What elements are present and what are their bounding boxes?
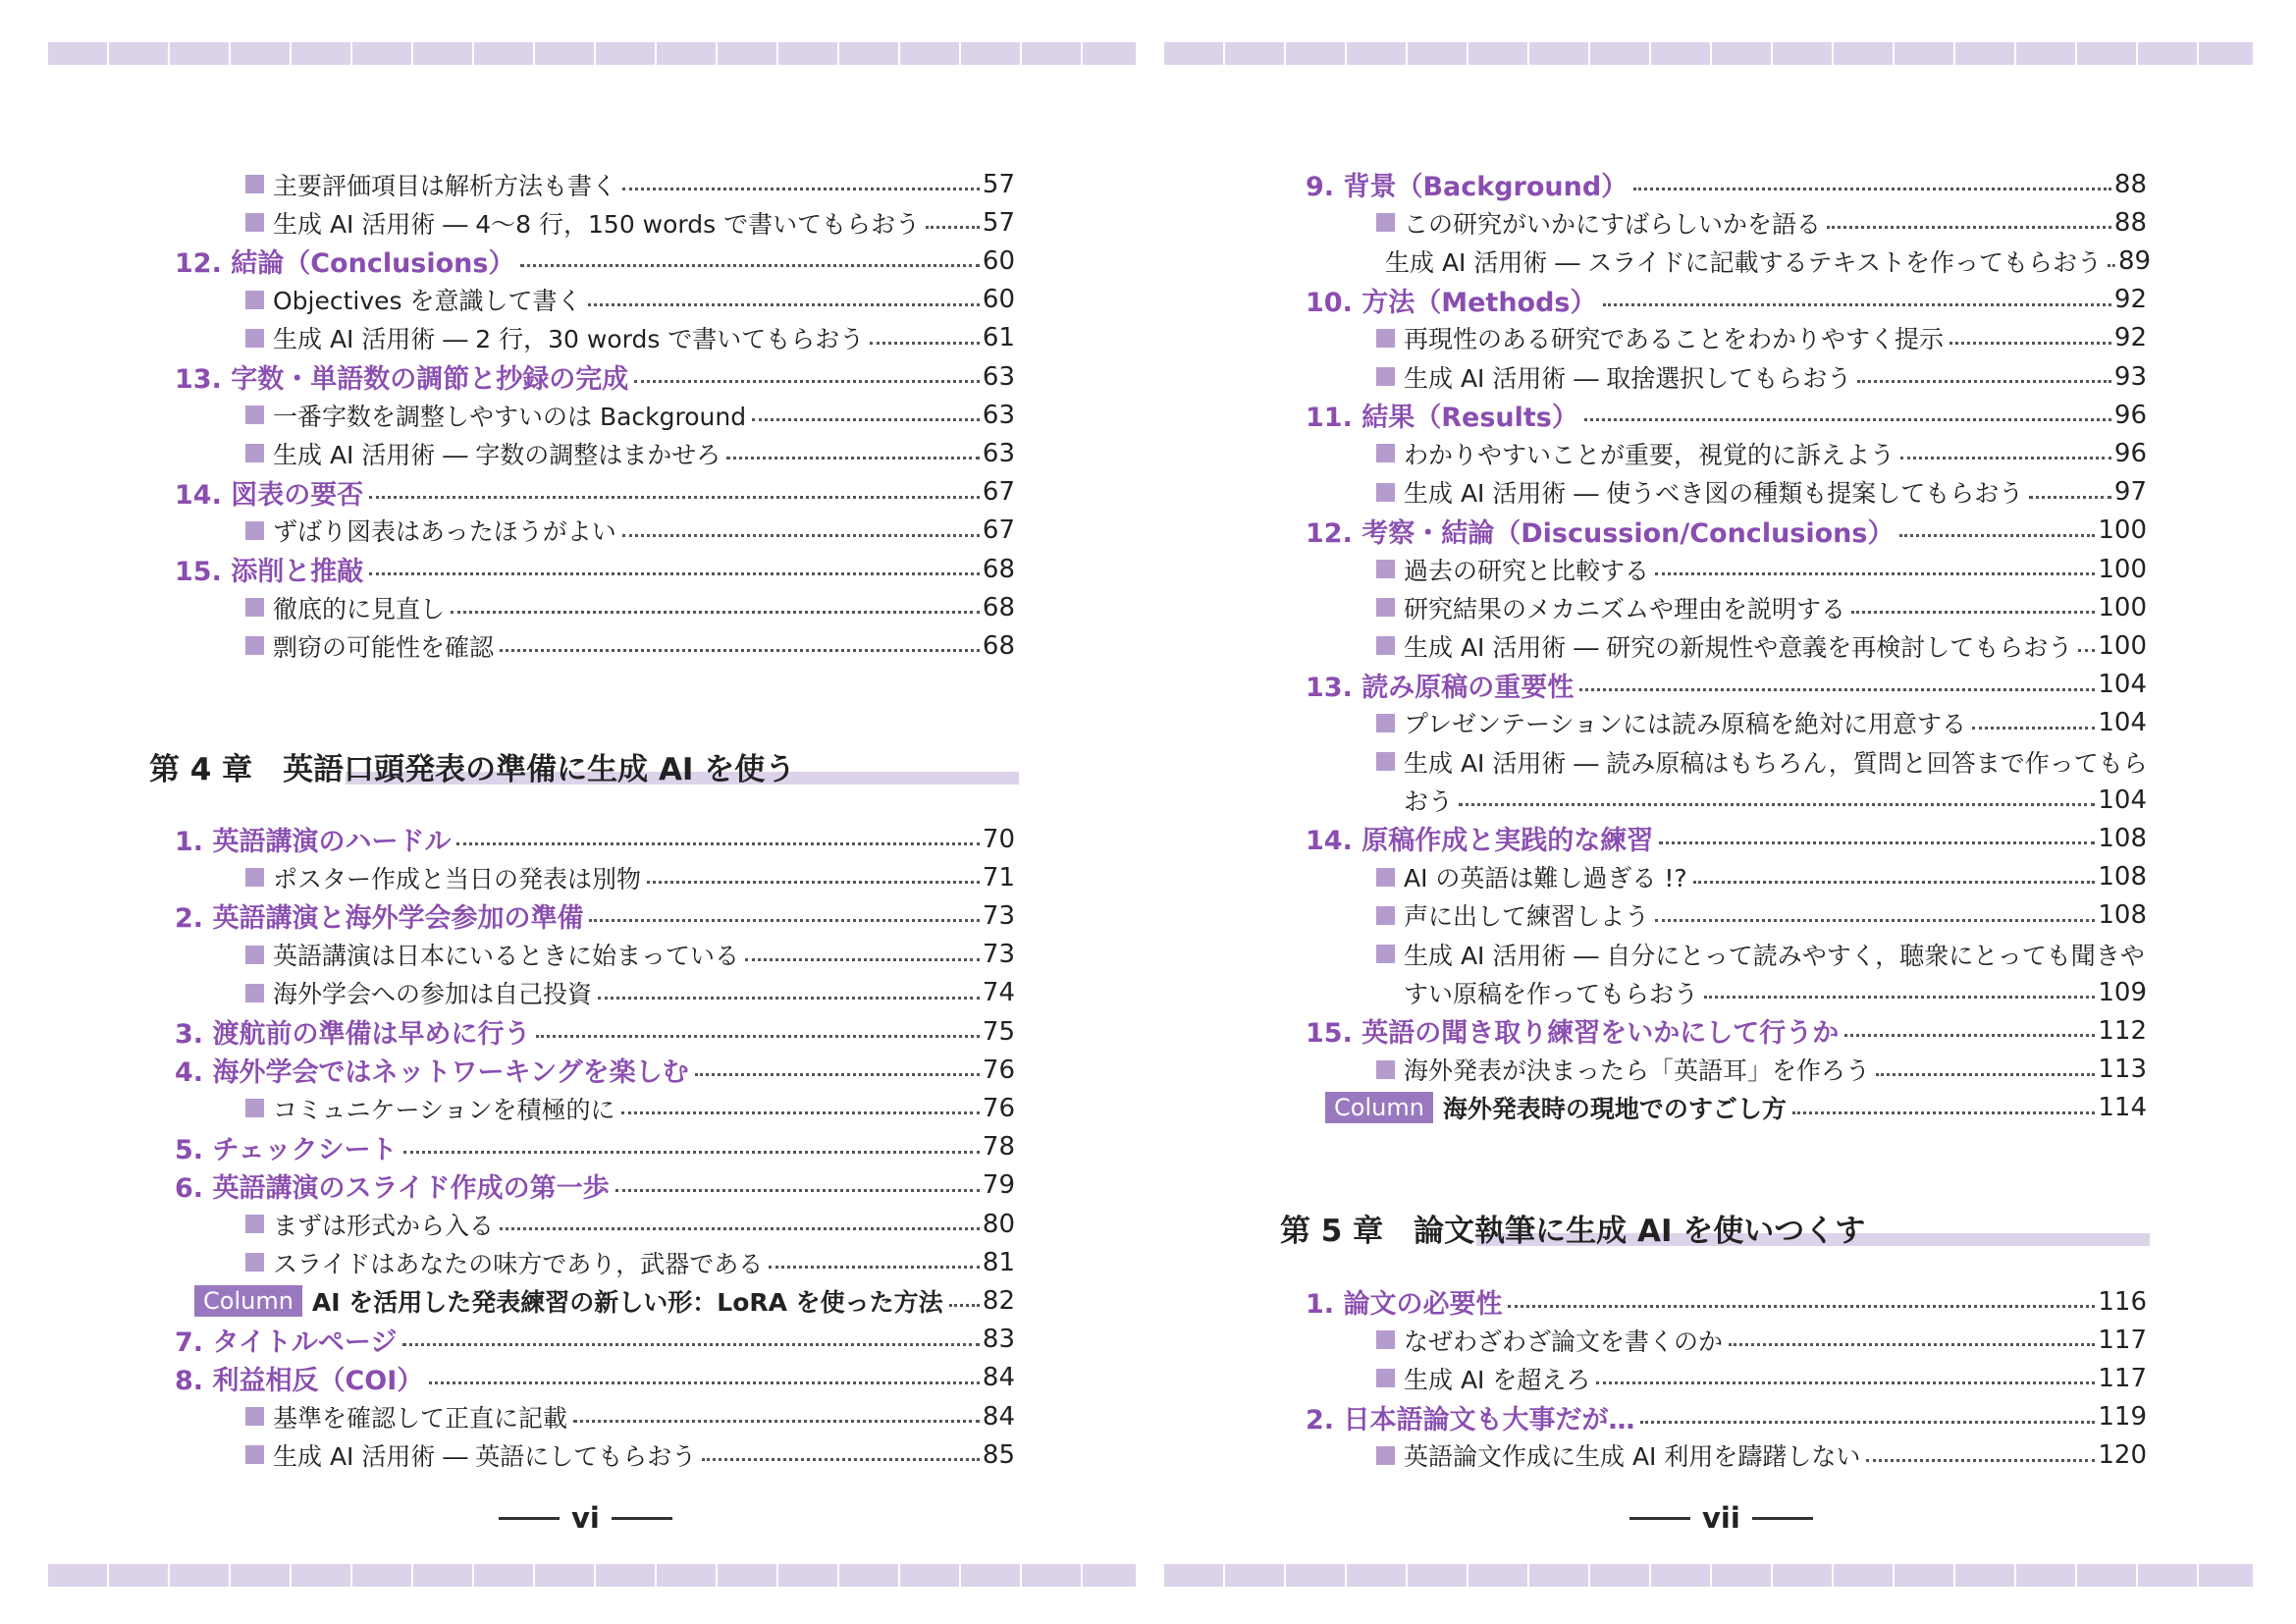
toc-entry[interactable] (245, 396, 1015, 434)
toc-entry-label: おう (1404, 786, 1454, 816)
toc-entry[interactable] (245, 165, 1015, 203)
toc-entry-label: AI を活用した発表練習の新しい形：LoRA を使った方法 (311, 1287, 943, 1317)
folio-rule (499, 1517, 560, 1520)
toc-page-number: 112 (2098, 1015, 2147, 1046)
toc-page-number: 92 (2113, 285, 2147, 315)
toc-entry[interactable] (1376, 1436, 2147, 1475)
toc-section-entry[interactable] (175, 1166, 1015, 1205)
toc-entry[interactable] (245, 588, 1015, 626)
toc-entry-label: 4. 海外学会ではネットワーキングを楽しむ (175, 1057, 689, 1089)
toc-page-number: 67 (982, 477, 1015, 508)
toc-entry-label: コミュニケーションを積極的に (273, 1095, 615, 1124)
dot-leader (1508, 1305, 2095, 1308)
dot-leader (1640, 1421, 2095, 1424)
toc-entry-label: 生成 AI 活用術 ― 4〜8 行，150 words で書いてもらおう (273, 209, 921, 239)
toc-column-entry[interactable] (194, 1281, 1015, 1320)
toc-page-number: 70 (982, 824, 1015, 854)
toc-section-entry[interactable] (175, 357, 1015, 396)
dot-leader (1844, 1034, 2095, 1037)
toc-entry[interactable] (245, 319, 1015, 357)
toc-entry[interactable] (245, 1243, 1015, 1281)
toc-entry-label: 3. 渡航前の準備は早めに行う (175, 1019, 531, 1050)
toc-entry[interactable] (1376, 935, 2145, 973)
toc-entry[interactable] (1376, 203, 2147, 242)
toc-section-entry[interactable] (175, 896, 1015, 935)
toc-page-number: 63 (982, 400, 1015, 430)
toc-entry[interactable] (1376, 434, 2147, 472)
bullet-square-icon (1376, 714, 1395, 732)
dot-leader (745, 958, 980, 961)
toc-entry-label: 6. 英語講演のスライド作成の第一歩 (175, 1172, 610, 1204)
toc-entry-label: 2. 英語講演と海外学会参加の準備 (175, 903, 584, 935)
toc-page-number: 117 (2098, 1325, 2147, 1355)
toc-entry-label: 剽窃の可能性を確認 (273, 632, 495, 662)
folio-rule (1629, 1517, 1690, 1520)
toc-page-number: 108 (2098, 823, 2147, 853)
toc-section-entry[interactable] (1306, 512, 2147, 550)
dot-leader (500, 649, 980, 652)
toc-entry-label: まずは形式から入る (273, 1211, 495, 1240)
dot-leader (1459, 803, 2095, 806)
dot-leader (536, 1035, 979, 1038)
toc-page-number: 104 (2098, 785, 2147, 815)
right-page (1158, 0, 2296, 1624)
toc-entry-label: 5. チェックシート (175, 1134, 398, 1165)
toc-page-number: 60 (982, 285, 1015, 315)
toc-page-number: 76 (982, 1055, 1015, 1085)
bullet-square-icon (1376, 1060, 1395, 1079)
bullet-square-icon (1376, 1446, 1395, 1465)
toc-entry[interactable] (1376, 1321, 2147, 1359)
bullet-square-icon (245, 1099, 264, 1117)
toc-entry[interactable] (245, 434, 1015, 472)
toc-page-number: 84 (982, 1401, 1015, 1432)
toc-entry[interactable] (1376, 550, 2147, 588)
toc-page-number: 60 (982, 245, 1015, 276)
dot-leader (1584, 418, 2111, 421)
toc-section-entry[interactable] (175, 550, 1015, 588)
dot-leader (621, 1111, 980, 1114)
bullet-square-icon (245, 1253, 264, 1272)
bullet-square-icon (1376, 598, 1395, 617)
toc-page-number: 96 (2113, 400, 2147, 430)
dot-leader (1899, 534, 2095, 537)
toc-page-number: 100 (2098, 592, 2147, 623)
toc-entry-label: 7. タイトルページ (175, 1326, 398, 1358)
bullet-square-icon (245, 1215, 264, 1233)
toc-page-number: 104 (2098, 708, 2147, 738)
toc-entry-label: 9. 背景（Background） (1306, 172, 1629, 202)
toc-page-number: 89 (2118, 245, 2152, 276)
toc-section-entry[interactable] (175, 1321, 1015, 1359)
toc-page-number: 100 (2098, 554, 2147, 584)
toc-section-entry[interactable] (1306, 819, 2147, 857)
toc-page-number: 67 (982, 515, 1015, 546)
toc-entry[interactable] (245, 1397, 1015, 1435)
toc-entry-label: 1. 論文の必要性 (1306, 1289, 1503, 1320)
bullet-square-icon (1376, 868, 1395, 887)
toc-section-entry[interactable] (1306, 1398, 2147, 1436)
toc-page-number: 119 (2098, 1402, 2147, 1433)
toc-page-number: 68 (982, 592, 1015, 623)
toc-entry-label: 14. 原稿作成と実践的な練習 (1306, 826, 1654, 857)
bullet-square-icon (1376, 1330, 1395, 1349)
dot-leader (520, 264, 979, 267)
toc-section-entry[interactable] (1306, 396, 2147, 434)
dot-leader (456, 842, 979, 845)
column-tag: Column (1325, 1092, 1433, 1123)
toc-page-number: 82 (982, 1285, 1015, 1316)
toc-entry-label: 生成 AI 活用術 ― 英語にしてもらおう (273, 1441, 697, 1471)
toc-entry-label: 生成 AI 活用術 ― 読み原稿はもちろん，質問と回答まで作ってもら (1404, 748, 2148, 778)
chapter-4-heading (149, 742, 1019, 791)
bullet-square-icon (1376, 444, 1395, 462)
toc-entry[interactable] (1376, 588, 2147, 626)
toc-page-number: 120 (2098, 1440, 2147, 1471)
toc-section-entry[interactable] (175, 242, 1015, 280)
toc-entry-continuation[interactable] (1404, 781, 2147, 819)
bullet-square-icon (1376, 329, 1395, 348)
toc-section-entry[interactable] (175, 1128, 1015, 1166)
toc-section-entry[interactable] (175, 1051, 1015, 1089)
left-page (0, 0, 1139, 1624)
toc-page-number: 109 (2098, 977, 2147, 1007)
toc-entry-label: 生成 AI を超えろ (1404, 1365, 1591, 1394)
dot-leader (1851, 611, 2095, 614)
toc-page-number: 88 (2113, 207, 2147, 238)
toc-page-number: 97 (2113, 477, 2147, 508)
toc-entry-label: Objectives を意識して書く (273, 287, 582, 316)
toc-section-entry[interactable] (175, 820, 1015, 858)
toc-entry-label: AI の英語は難し過ぎる !? (1404, 864, 1687, 893)
toc-page-number: 85 (982, 1439, 1015, 1470)
toc-page-number: 63 (982, 438, 1015, 468)
toc-entry-label: 英語講演は日本にいるときに始まっている (273, 942, 740, 971)
toc-page-number: 83 (982, 1325, 1015, 1355)
toc-entry-label: スライドはあなたの味方であり，武器である (273, 1249, 764, 1278)
toc-entry-label: 過去の研究と比較する (1404, 556, 1650, 585)
toc-page-number: 68 (982, 630, 1015, 661)
bullet-square-icon (245, 291, 264, 309)
toc-section-entry[interactable] (1306, 281, 2147, 319)
dot-leader (1857, 380, 2111, 383)
dot-leader (588, 303, 980, 306)
dot-leader (647, 881, 980, 884)
toc-entry[interactable] (1376, 357, 2147, 396)
toc-entry[interactable] (1376, 1359, 2147, 1397)
toc-page-number: 73 (982, 940, 1015, 970)
toc-entry[interactable] (245, 1089, 1015, 1127)
dot-leader (369, 496, 980, 499)
toc-page-number: 108 (2098, 862, 2147, 893)
toc-entry-label: 12. 考察・結論（Discussion/Conclusions） (1306, 517, 1895, 549)
bullet-square-icon (1376, 752, 1395, 771)
dot-leader (1876, 1073, 2095, 1076)
toc-entry-label: 2. 日本語論文も大事だが… (1306, 1404, 1635, 1435)
dot-leader (598, 997, 980, 1000)
dot-leader (1655, 919, 2095, 922)
dot-leader (1693, 881, 2096, 884)
column-tag: Column (194, 1285, 302, 1317)
toc-entry[interactable] (245, 1435, 1015, 1474)
toc-entry-label: 13. 字数・単語数の調節と抄録の完成 (175, 364, 629, 395)
toc-entry-label: ポスター作成と当日の発表は別物 (273, 864, 642, 893)
toc-entry-label: 研究結果のメカニズムや理由を説明する (1404, 594, 1846, 623)
toc-entry-label: 海外発表時の現地でのすごし方 (1442, 1095, 1787, 1124)
bullet-square-icon (245, 213, 264, 232)
toc-page-number: 116 (2098, 1286, 2147, 1317)
bullet-square-icon (245, 946, 264, 964)
toc-entry-label: 13. 読み原稿の重要性 (1306, 672, 1575, 703)
dot-leader (2078, 649, 2095, 652)
toc-entry[interactable] (1376, 742, 2148, 781)
toc-entry[interactable] (245, 974, 1015, 1012)
dot-leader (622, 188, 980, 190)
toc-entry[interactable] (1376, 896, 2147, 935)
toc-entry-label: 生成 AI 活用術 ― 2 行，30 words で書いてもらおう (273, 325, 865, 354)
chapter-5-heading (1280, 1204, 2150, 1253)
toc-page-number: 57 (982, 207, 1015, 238)
folio-number: vii (1702, 1501, 1740, 1535)
toc-section-entry[interactable] (1306, 1011, 2147, 1050)
toc-page-number: 76 (982, 1093, 1015, 1123)
dot-leader (500, 1227, 980, 1230)
toc-page-number: 113 (2098, 1055, 2147, 1085)
dot-leader (2029, 496, 2111, 499)
dot-leader (1655, 572, 2095, 575)
bullet-square-icon (245, 1445, 264, 1464)
toc-entry[interactable] (245, 512, 1015, 550)
toc-page-number: 57 (982, 169, 1015, 199)
toc-entry[interactable] (1376, 473, 2147, 512)
dot-leader (1704, 996, 2095, 999)
dot-leader (1596, 1381, 2095, 1384)
bullet-square-icon (1376, 560, 1395, 578)
toc-entry[interactable] (1376, 1051, 2147, 1089)
toc-entry-label: 15. 英語の聞き取り練習をいかにして行うか (1306, 1018, 1840, 1050)
dot-leader (1579, 688, 2095, 691)
toc-entry-label: プレゼンテーションには読み原稿を絶対に用意する (1404, 710, 1967, 739)
dot-leader (870, 342, 980, 345)
toc-entry-label: 14. 図表の要否 (175, 479, 364, 511)
toc-entry-label: 基準を確認して正直に記載 (273, 1403, 568, 1433)
dot-leader (2108, 264, 2115, 267)
toc-entry-label: 生成 AI 活用術 ― 取捨選択してもらおう (1404, 363, 1852, 393)
toc-entry[interactable] (245, 281, 1015, 319)
toc-entry[interactable] (245, 203, 1015, 242)
bullet-square-icon (1376, 1369, 1395, 1387)
bullet-square-icon (245, 175, 264, 193)
bullet-square-icon (245, 329, 264, 348)
toc-entry-label: 10. 方法（Methods） (1306, 287, 1597, 318)
toc-entry-label: 再現性のある研究であることをわかりやすく提示 (1404, 325, 1945, 354)
dot-leader (1633, 188, 2111, 190)
toc-entry-label: 海外学会への参加は自己投資 (273, 980, 593, 1009)
toc-page-number: 88 (2113, 169, 2147, 199)
toc-entry-label: 生成 AI 活用術 ― 自分にとって読みやすく，聴衆にとっても聞きや (1404, 941, 2145, 970)
chapter-title: 第 4 章 英語口頭発表の準備に生成 AI を使う (149, 752, 796, 787)
dot-leader (1659, 841, 2095, 844)
toc-entry-label: 英語論文作成に生成 AI 利用を躊躇しない (1404, 1442, 1861, 1472)
toc-page-number: 74 (982, 978, 1015, 1008)
toc-section-entry[interactable] (175, 1012, 1015, 1051)
toc-entry-label: 生成 AI 活用術 ― 使うべき図の種類も提案してもらおう (1404, 479, 2024, 509)
bullet-square-icon (245, 984, 264, 1002)
bullet-square-icon (1376, 636, 1395, 655)
dot-leader (403, 1151, 980, 1154)
dot-leader (402, 1343, 980, 1346)
dot-leader (769, 1266, 980, 1269)
bullet-square-icon (1376, 945, 1395, 963)
toc-page-number: 61 (982, 323, 1015, 353)
toc-entry-label: 11. 結果（Results） (1306, 403, 1578, 434)
toc-page-number: 79 (982, 1170, 1015, 1201)
toc-page-number: 100 (2098, 515, 2147, 546)
toc-entry[interactable] (245, 626, 1015, 665)
toc-page-number: 108 (2098, 900, 2147, 931)
dot-leader (369, 572, 980, 575)
dot-leader (1949, 342, 2111, 345)
toc-entry[interactable] (245, 936, 1015, 974)
toc-entry[interactable] (245, 858, 1015, 896)
dot-leader (1900, 457, 2111, 460)
page-number-right (1629, 1498, 1813, 1538)
dot-leader (752, 418, 980, 421)
toc-entry-label: 主要評価項目は解析方法も書く (273, 171, 617, 200)
toc-entry[interactable] (1376, 704, 2147, 742)
toc-entry-label: 生成 AI 活用術 ― 字数の調整はまかせろ (273, 440, 721, 469)
dot-leader (926, 226, 980, 229)
bullet-square-icon (1376, 483, 1395, 502)
dot-leader (726, 457, 980, 460)
folio-rule (1752, 1517, 1813, 1520)
dot-leader (1729, 1343, 2095, 1346)
bullet-square-icon (1376, 213, 1395, 232)
toc-entry[interactable] (1376, 319, 2147, 357)
toc-page-number: 114 (2098, 1093, 2147, 1123)
folio-number: vi (571, 1501, 600, 1535)
dot-leader (615, 1189, 980, 1192)
bullet-square-icon (245, 598, 264, 617)
toc-page-number: 71 (982, 862, 1015, 893)
toc-page-number: 80 (982, 1209, 1015, 1239)
toc-page-number: 96 (2113, 438, 2147, 468)
toc-section-entry[interactable] (1306, 165, 2147, 203)
toc-entry[interactable] (1376, 242, 2152, 280)
toc-page-number: 104 (2098, 670, 2147, 700)
toc-page-number: 75 (982, 1016, 1015, 1047)
toc-section-entry[interactable] (1306, 1282, 2147, 1321)
bullet-square-icon (1376, 367, 1395, 386)
toc-page-number: 92 (2113, 323, 2147, 353)
toc-entry[interactable] (245, 1205, 1015, 1243)
toc-page-number: 68 (982, 554, 1015, 584)
toc-page-number: 93 (2113, 361, 2147, 392)
toc-entry-label: すい原稿を作ってもらおう (1404, 979, 1699, 1008)
toc-page-number: 100 (2098, 630, 2147, 661)
toc-column-entry[interactable] (1325, 1089, 2147, 1127)
chapter-title: 第 5 章 論文執筆に生成 AI を使いつくす (1280, 1214, 1866, 1249)
dot-leader (451, 611, 980, 614)
toc-entry-label: 一番字数を調整しやすいのは Background (273, 402, 747, 431)
dot-leader (573, 1420, 980, 1423)
dot-leader (634, 380, 980, 383)
toc-entry-label: 徹底的に見直し (273, 594, 446, 623)
toc-entry-label: 8. 利益相反（COI） (175, 1365, 424, 1396)
toc-page-number: 117 (2098, 1363, 2147, 1393)
toc-page-number: 84 (982, 1363, 1015, 1393)
toc-page-number: 81 (982, 1247, 1015, 1277)
toc-entry-label: ずばり図表はあったほうがよい (273, 517, 616, 547)
toc-page-number: 63 (982, 361, 1015, 392)
dot-leader (1827, 226, 2111, 229)
dot-leader (1603, 303, 2111, 306)
dot-leader (429, 1381, 980, 1384)
toc-entry-label: この研究がいかにすばらしいかを語る (1404, 209, 1822, 239)
bullet-square-icon (245, 1407, 264, 1426)
toc-entry-continuation[interactable] (1404, 973, 2147, 1011)
toc-section-entry[interactable] (1306, 666, 2147, 704)
toc-entry-label: なぜわざわざ論文を書くのか (1404, 1326, 1724, 1356)
bullet-square-icon (1376, 906, 1395, 925)
toc-entry-label: 15. 添削と推敲 (175, 557, 364, 587)
toc-entry-label: 生成 AI 活用術 ― 研究の新規性や意義を再検討してもらおう (1404, 632, 2073, 662)
toc-entry-label: わかりやすいことが重要，視覚的に訴えよう (1404, 440, 1896, 469)
bullet-square-icon (245, 521, 264, 540)
dot-leader (622, 534, 980, 537)
folio-rule (612, 1517, 672, 1520)
bullet-square-icon (245, 444, 264, 462)
toc-entry-label: 生成 AI 活用術 ― スライドに記載するテキストを作ってもらおう (1385, 247, 2103, 277)
dot-leader (1792, 1111, 2095, 1114)
toc-page-number: 73 (982, 900, 1015, 931)
dot-leader (589, 919, 979, 922)
toc-entry[interactable] (1376, 626, 2147, 665)
dot-leader (1972, 727, 2095, 730)
bullet-square-icon (245, 636, 264, 655)
toc-entry-label: 1. 英語講演のハードル (175, 827, 452, 857)
toc-page-number: 78 (982, 1132, 1015, 1163)
dot-leader (1866, 1459, 2095, 1462)
dot-leader (949, 1304, 980, 1307)
page-number-left (499, 1498, 672, 1538)
toc-entry-label: 海外発表が決まったら「英語耳」を作ろう (1404, 1056, 1871, 1086)
toc-entry-label: 12. 結論（Conclusions） (175, 248, 515, 280)
bullet-square-icon (245, 406, 264, 424)
toc-section-entry[interactable] (175, 1359, 1015, 1397)
dot-leader (695, 1073, 980, 1076)
toc-section-entry[interactable] (175, 473, 1015, 512)
dot-leader (702, 1458, 980, 1461)
toc-entry[interactable] (1376, 858, 2147, 896)
bullet-square-icon (245, 868, 264, 887)
toc-entry-label: 声に出して練習しよう (1404, 902, 1650, 932)
